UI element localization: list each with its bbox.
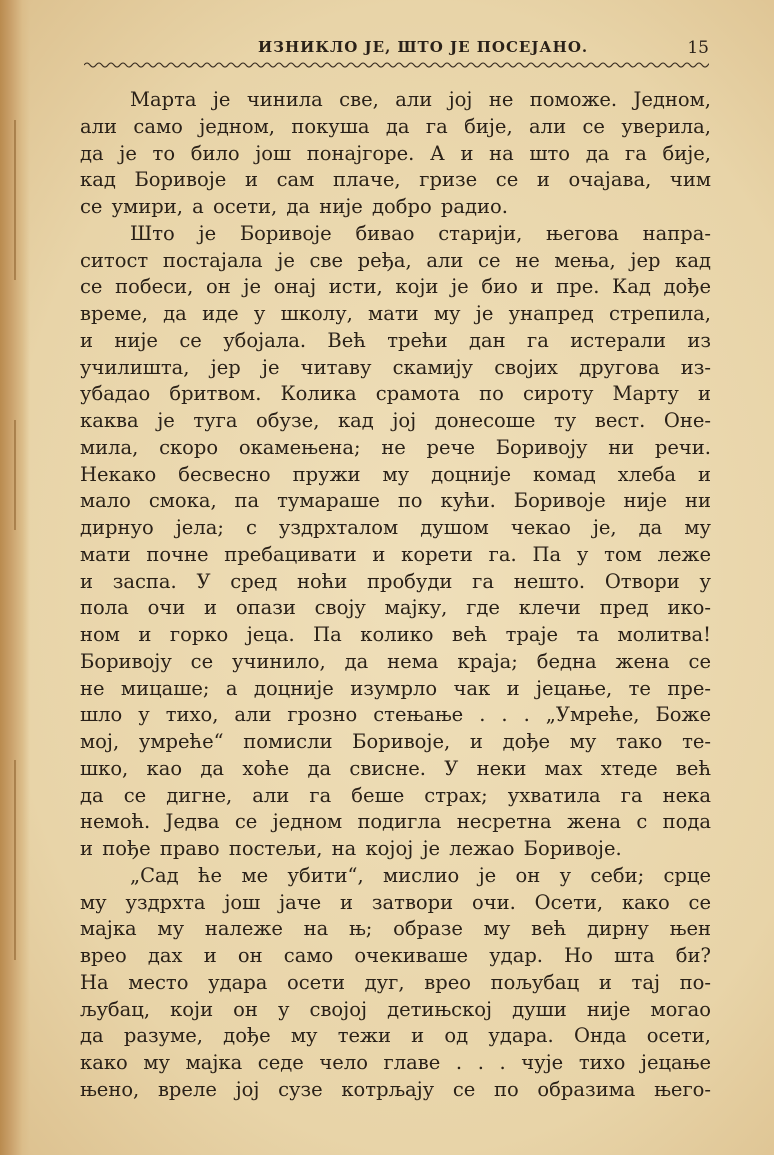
text-line: шко, као да хоће да свисне. У неки мах хтеде већ — [80, 756, 711, 780]
text-line: Марта је чинила све, али јој не поможе. Једном, — [130, 88, 711, 111]
text-line: и заспа. У сред ноћи пробуди га нешто. Отвори у — [80, 569, 711, 593]
text-line: мати почне пребацивати и корети га. Па у том леже — [80, 542, 711, 566]
text-line: се умири, а осети, да није добро радио. — [80, 195, 508, 218]
page-number: 15 — [687, 38, 709, 58]
text-line: убадао бритвом. Колика срамота по сироту Марту и — [80, 382, 711, 406]
text-line: Боривоју се учинило, да нема краја; бедна жена се — [80, 649, 711, 673]
text-line: каква је туга обузе, кад јој донесоше ту вест. Оне- — [80, 409, 711, 432]
text-line: се побеси, он је онај исти, који је био и пре. Кад дође — [80, 275, 711, 299]
text-line: му уздрхта још јаче и затвори очи. Осети, како се — [80, 890, 711, 914]
text-line: врео дах и он само очекиваше удар. Но шта би? — [80, 944, 711, 967]
text-line: да је то било још понајгоре. А и на што да га бије, — [80, 141, 711, 165]
text-line: мало смока, па тумараше по кући. Боривоје није ни — [80, 489, 711, 513]
text-line: немоћ. Једва се једном подигла несретна жена с пода — [80, 810, 711, 834]
text-line: и није се убојала. Већ трећи дан га истерали из — [80, 328, 711, 352]
text-line: ситост постајала је све ређа, али се не мења, јер кад — [80, 248, 711, 272]
text-line: али само једном, покуша да га бије, али се уверила, — [80, 114, 711, 138]
text-line: пола очи и опази своју мајку, где клечи пред ико- — [80, 596, 711, 620]
page-spine-edge — [0, 0, 30, 1155]
text-line: њено, вреле јој сузе котрљају се по образима њего- — [80, 1077, 711, 1101]
page-crease — [14, 120, 16, 280]
text-line: Некако бесвесно пружи му доцније комад хлеба и — [80, 462, 711, 486]
page-crease — [14, 760, 16, 960]
text-line: училишта, јер је читаву скамију својих другова из- — [80, 355, 711, 379]
text-line: дирнуо јела; с уздрхталом душом чекао је, да му — [80, 516, 711, 539]
text-line: не мицаше; а доцније изумрло чак и јецање, те пре- — [80, 676, 711, 700]
running-title: ИЗНИКЛО ЈЕ, ШТО ЈЕ ПОСЕЈАНО. — [258, 38, 589, 56]
page-crease — [14, 420, 16, 530]
text-line: љубац, који он у својој детињској души није могао — [80, 997, 711, 1021]
text-line: да разуме, дође му тежи и од удара. Онда осети, — [80, 1024, 711, 1048]
text-line: и пође право постељи, на којој је лежао Боривоје. — [80, 837, 622, 860]
wavy-rule-divider — [84, 58, 709, 72]
text-line: Што је Боривоје бивао старији, његова напра- — [130, 221, 711, 245]
text-line: како му мајка седе чело главе . . . чује тихо јецање — [80, 1051, 711, 1074]
text-line: мила, скоро окамењена; не рече Боривоју ни речи. — [80, 435, 711, 459]
text-line: мој, умреће“ помисли Боривоје, и дође му тако те- — [80, 730, 711, 753]
text-line: „Сад ће ме убити“, мислио је он у себи; срце — [130, 863, 711, 887]
text-line: На место удара осети дуг, врео пољубац и тај по- — [80, 970, 711, 994]
text-line: да се дигне, али га беше страх; ухватила га нека — [80, 783, 711, 807]
text-line: кад Боривоје и сам плаче, гризе се и очајава, чим — [80, 168, 711, 192]
body-text — [80, 87, 711, 1104]
text-line: време, да иде у школу, мати му је унапред стрепила, — [80, 302, 711, 325]
text-line: ном и горко јеца. Па колико већ траје та молитва! — [80, 623, 711, 646]
text-line: мајка му належе на њ; образе му већ дирну њен — [80, 917, 711, 941]
text-line: шло у тихо, али грозно стењање . . . „Умреће, Боже — [80, 703, 711, 727]
